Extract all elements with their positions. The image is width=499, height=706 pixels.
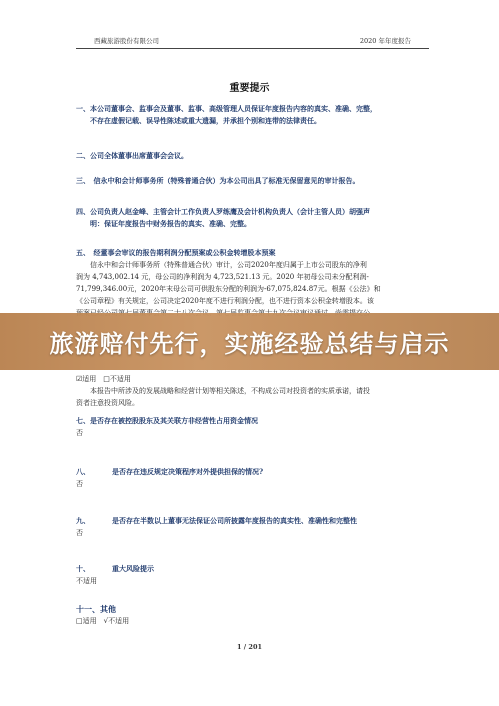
section-4-heading: 四、公司负责人赵金峰、主管会计工作负责人罗练鹰及会计机构负责人（会计主管人员）胡强声 [76, 207, 370, 216]
section-2 [76, 150, 436, 162]
section-7 [76, 415, 436, 439]
section-9-answer: 否 [76, 529, 83, 537]
section-7-heading: 七、是否存在被控股股东及其关联方非经营性占用资金情况 [76, 416, 258, 425]
section-11-check: □适用 √不适用 [76, 617, 130, 625]
section-8-num: 八、 [76, 467, 90, 476]
section-1-line2: 不存在虚假记载、误导性陈述或重大遗漏，并承担个别和连带的法律责任。 [90, 116, 321, 125]
section-11-heading: 十一、其他 [76, 604, 116, 614]
page-header [76, 34, 429, 49]
section-8-answer: 否 [76, 480, 83, 488]
page-number: 1 / 201 [237, 643, 262, 651]
section-8-heading: 是否存在违反规定决策程序对外提供担保的情况? [112, 467, 264, 476]
section-10-heading: 重大风险提示 [112, 564, 154, 573]
company-name: 西藏旅游股份有限公司 [94, 37, 159, 45]
section-11 [76, 603, 436, 627]
section-10-answer: 不适用 [76, 577, 97, 585]
report-name: 2020 年年度报告 [359, 37, 411, 45]
section-6-line: 资者注意投资风险。 [76, 399, 139, 407]
section-2-heading: 二、公司全体董事出席董事会会议。 [76, 151, 188, 160]
section-1-heading: 一、本公司董事会、监事会及董事、监事、高级管理人员保证年度报告内容的真实、准确、完整， [76, 104, 377, 113]
section-5-heading: 五、 经董事会审议的报告期利润分配预案或公积金转增股本预案 [76, 248, 276, 257]
section-3-heading: 三、 信永中和会计师事务所（特殊普通合伙）为本公司出具了标准无保留意见的审计报告。 [76, 176, 360, 185]
section-7-answer: 否 [76, 429, 83, 437]
banner-text: 旅游赔付先行，实施经验总结与启示 [49, 330, 450, 358]
section-8 [76, 466, 436, 490]
section-6 [76, 373, 436, 409]
section-4-line2: 明：保证年度报告中财务报告的真实、准确、完整。 [90, 219, 251, 228]
section-5 [76, 247, 436, 319]
section-5-line: 润为 4,743,002.14 元，母公司的净利润为 4,723,521.13 元。2020 年初母公司未分配利润- [76, 273, 369, 281]
overlay-banner [0, 313, 499, 370]
section-6-line: 本报告中所涉及的发展战略和经营计划等相关陈述，不构成公司对投资者的实质承诺，请投 [90, 387, 370, 395]
section-9-num: 九、 [76, 516, 90, 525]
section-4 [76, 206, 436, 230]
section-10-num: 十、 [76, 564, 90, 573]
section-1 [76, 103, 436, 127]
section-6-check: ☑适用 □不适用 [76, 375, 131, 383]
section-9 [76, 515, 436, 539]
page-title: 重要提示 [229, 83, 270, 94]
section-5-line: 71,799,346.00元，2020年末母公司可供股东分配的利润为-67,075,824.87元。根据《公法》和 [76, 285, 381, 293]
section-9-heading: 是否存在半数以上董事无法保证公司所披露年度报告的真实性、准确性和完整性 [112, 516, 357, 525]
section-5-line: 《公司章程》有关规定，公司决定2020年度不进行利润分配，也不进行资本公积金转增股本。该 [76, 297, 374, 305]
section-10 [76, 563, 436, 587]
section-5-line: 信永中和会计师事务所（特殊普通合伙）审计，公司2020年度归属于上市公司股东的净利 [90, 261, 367, 269]
section-3 [76, 175, 436, 187]
